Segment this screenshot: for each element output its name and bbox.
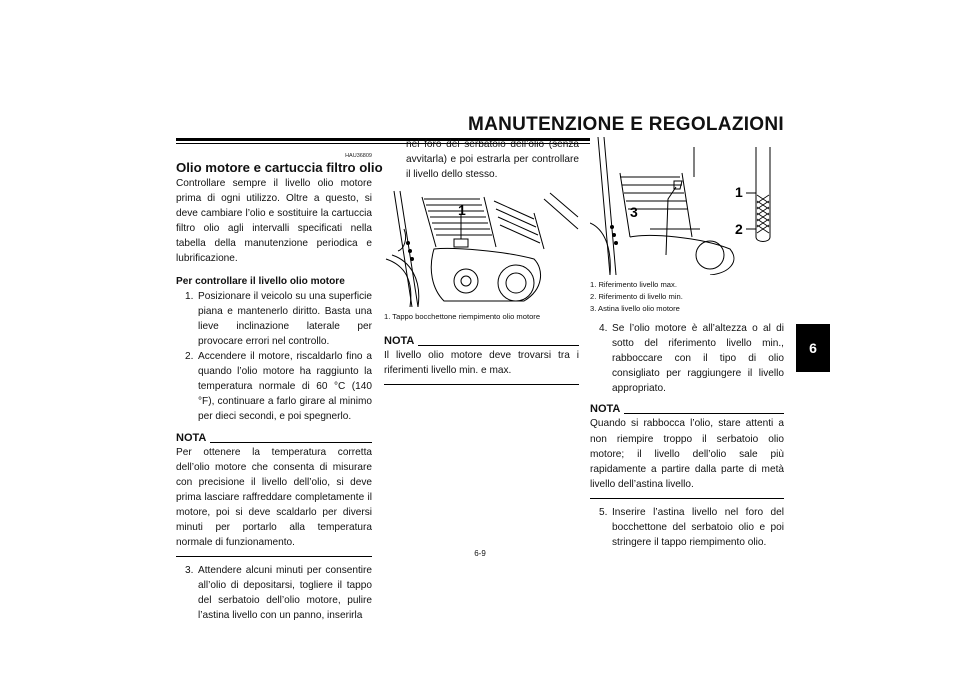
section-code: HAU36809: [345, 153, 372, 159]
step-number: 2.: [185, 351, 194, 363]
nota-header: [176, 432, 372, 445]
nota-text: Per ottenere la temperatura corretta dell’olio motore che consenta di misurare con precisione il livello dell’olio, si deve prima lasciare raffreddare completamente il motore, poi si deve scaldarlo per diversi minuti per portarlo alla temperatura normale di funzionamento.: [176, 446, 372, 549]
step-1: [176, 289, 372, 349]
step-number: 3.: [185, 565, 194, 577]
nota-label: NOTA: [176, 431, 207, 444]
figure-callout-min: 2: [735, 221, 743, 237]
step-2: [176, 349, 372, 424]
column-3: [590, 137, 784, 550]
intro-paragraph: Controllare sempre il livello olio motore prima di ogni utilizzo. Oltre a questo, si deve cambiare l’olio e sostituire la cartuccia filtro olio agli intervalli specificati nella tabella della manutenzione periodica e lubrificazione.: [176, 178, 372, 265]
step-text: Attendere alcuni minuti per consentire all’olio di depositarsi, togliere il tappo del serbatoio dell’olio motore, pulire l’astina livello con un panno, inserirla: [198, 565, 372, 622]
step-3-continued: [384, 137, 579, 182]
column-2: [384, 137, 579, 391]
nota-rule: [418, 345, 579, 346]
step-4: [590, 321, 784, 396]
nota-label: NOTA: [590, 403, 621, 416]
step-text: Posizionare il veicolo su una superficie piana e mantenerlo diritto. Basta una lieve inclinazione laterale per provocare errori nel controllo.: [198, 290, 372, 347]
nota-label: NOTA: [384, 335, 415, 348]
step-number: 1.: [185, 290, 194, 302]
step-text: Accendere il motore, riscaldarlo fino a quando l’olio motore ha raggiunto la temperatura normale di 60 °C (140 °F), continuare a farlo girare al minimo per dieci secondi, e poi spegnerlo.: [198, 351, 372, 423]
nota-end-rule: [590, 498, 784, 499]
step-5: [590, 505, 784, 550]
step-number: 5.: [599, 506, 608, 518]
engine-illustration: [384, 189, 579, 307]
chapter-tab[interactable]: 6: [796, 324, 830, 372]
step-3: [176, 563, 372, 623]
figure-callout: 1: [458, 202, 466, 219]
nota-text: Quando si rabbocca l’olio, stare attenti a non riempire troppo il serbatoio olio motore; il livello dell’olio sale più rapidamente a partire dalla parte di metà livello dell’astina livello.: [590, 418, 784, 490]
figure-caption-3: 3. Astina livello olio motore: [590, 304, 680, 313]
step-text: Inserire l’astina livello nel foro del bocchettone del serbatoio olio e poi stringere il tappo riempimento olio.: [612, 506, 784, 549]
section-title: Olio motore e cartuccia filtro olio: [176, 160, 383, 175]
figure-callout-dipstick: 3: [630, 204, 638, 220]
figure-caption: 1. Tappo bocchettone riempimento olio motore: [384, 312, 541, 322]
figure-caption-1: 1. Riferimento livello max.: [590, 280, 677, 289]
nota-end-rule: [384, 384, 579, 385]
engine-figure: [384, 189, 579, 307]
step-text: nel foro del serbatoio dell’olio (senza avvitarla) e poi estrarla per controllare il livello dello stesso.: [406, 139, 579, 181]
dipstick-figure: [590, 137, 785, 275]
column-1: [176, 152, 383, 624]
nota-rule: [210, 442, 372, 443]
page-number: 6-9: [474, 549, 486, 558]
page-header-title: MANUTENZIONE E REGOLAZIONI: [467, 114, 784, 135]
step-text: Se l’olio motore è all’altezza o al di sotto del riferimento livello min., rabboccare con il tipo di olio consigliato per raggiungere il livello appropriato.: [612, 323, 784, 395]
figure-callout-max: 1: [735, 184, 743, 200]
nota-header: [590, 403, 784, 416]
step-number: 4.: [599, 323, 608, 334]
nota-rule: [624, 413, 784, 414]
subheading: Per controllare il livello olio motore: [176, 275, 345, 287]
figure-caption-2: 2. Riferimento di livello min.: [590, 292, 683, 301]
nota-end-rule: [176, 556, 372, 557]
nota-text: Il livello olio motore deve trovarsi tra i riferimenti livello min. e max.: [384, 350, 579, 377]
dipstick-illustration: [590, 137, 784, 275]
nota-header: [384, 335, 579, 348]
